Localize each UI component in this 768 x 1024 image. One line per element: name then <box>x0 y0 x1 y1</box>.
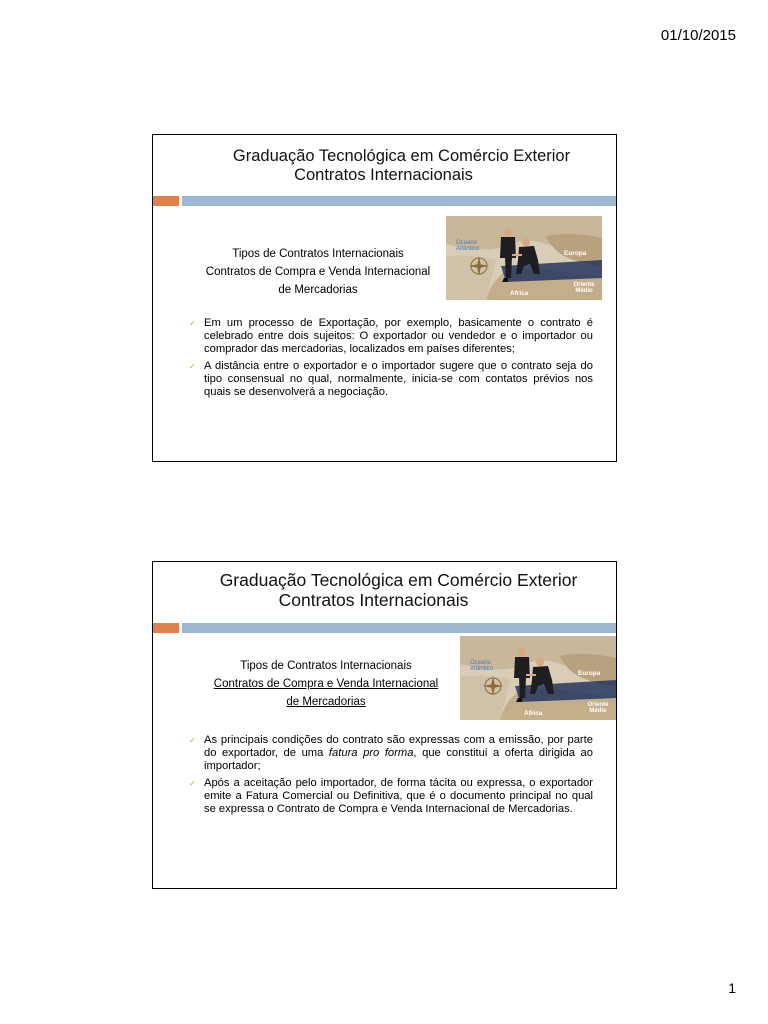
accent-bar-orange <box>153 196 179 206</box>
map-label-europe: Europa <box>578 670 601 677</box>
bullet-text-after: , que constitui a oferta dirigida ao importador; <box>204 747 593 773</box>
map-label-africa: Africa <box>510 290 529 297</box>
subtitle-line-1: Tipos de Contratos Internacionais <box>240 660 412 672</box>
page-date: 01/10/2015 <box>660 27 736 44</box>
bullet-item <box>189 777 593 817</box>
subtitle-line-1: Tipos de Contratos Internacionais <box>232 248 404 260</box>
accent-bar-blue <box>182 196 616 206</box>
bullet-item <box>189 360 593 400</box>
bullet-list <box>189 734 593 819</box>
slide-subtitle <box>183 245 453 299</box>
slide-title-line-1: Graduação Tecnológica em Comércio Exterior <box>232 147 571 165</box>
map-label-africa: Africa <box>524 710 543 717</box>
businessmen-map-photo <box>460 636 616 720</box>
bullet-item <box>189 317 593 357</box>
check-icon: ✓ <box>189 361 196 371</box>
page-number: 1 <box>728 980 736 996</box>
bullet-list <box>189 317 593 402</box>
slide-title <box>153 147 616 185</box>
map-label-middle-east: Oriente Médio <box>587 702 609 714</box>
slide-1 <box>152 134 617 462</box>
bullet-text: A distância entre o exportador e o importador sugere que o contrato seja do tipo consensual no qual, normalmente, inicia-se com contatos prévios nos quais se desenvolverá a negociação. <box>204 359 593 399</box>
map-label-ocean: Oceano Atlântico <box>456 240 480 252</box>
map-label-middle-east: Oriente Médio <box>573 282 595 294</box>
slide-title-line-1: Graduação Tecnológica em Comércio Exterior <box>219 570 578 590</box>
subtitle-line-2: Contratos de Compra e Venda Internacional <box>205 266 431 278</box>
bullet-text-before: As principais condições do contrato são expressas com a emissão, por parte do exportador, de uma <box>204 734 593 760</box>
bullet-text: Em um processo de Exportação, por exemplo, basicamente o contrato é celebrado entre dois sujeitos: O exportador ou vendedor e o importador ou comprador das mercadorias, localizados em países diferentes; <box>204 317 593 356</box>
businessmen-map-photo <box>446 216 602 300</box>
slide-title-line-2: Contratos Internacionais <box>278 590 469 610</box>
slide-2 <box>152 561 617 889</box>
subtitle-line-2: Contratos de Compra e Venda Internacional <box>213 678 439 690</box>
subtitle-line-3: de Mercadorias <box>278 284 358 296</box>
accent-bar-blue <box>182 623 616 633</box>
check-icon: ✓ <box>189 778 196 788</box>
bullet-text: Após a aceitação pelo importador, de forma tácita ou expressa, o exportador emite a Fatura Comercial ou Definitiva, que é o documento principal no qual se expressa o Contrato de Compra e Venda Internacional de Mercadorias. <box>204 776 593 816</box>
subtitle-line-3: de Mercadorias <box>286 696 366 708</box>
slide-subtitle <box>191 657 461 711</box>
check-icon: ✓ <box>189 319 196 328</box>
map-label-ocean: Oceano Atlântico <box>470 660 494 672</box>
slide-title-line-2: Contratos Internacionais <box>294 166 473 184</box>
check-icon: ✓ <box>189 736 196 745</box>
map-label-europe: Europa <box>564 250 587 257</box>
slide-title <box>153 570 616 610</box>
bullet-item <box>189 734 593 774</box>
accent-bar-orange <box>153 623 179 633</box>
bullet-text-emphasis: fatura pro forma <box>328 747 414 760</box>
